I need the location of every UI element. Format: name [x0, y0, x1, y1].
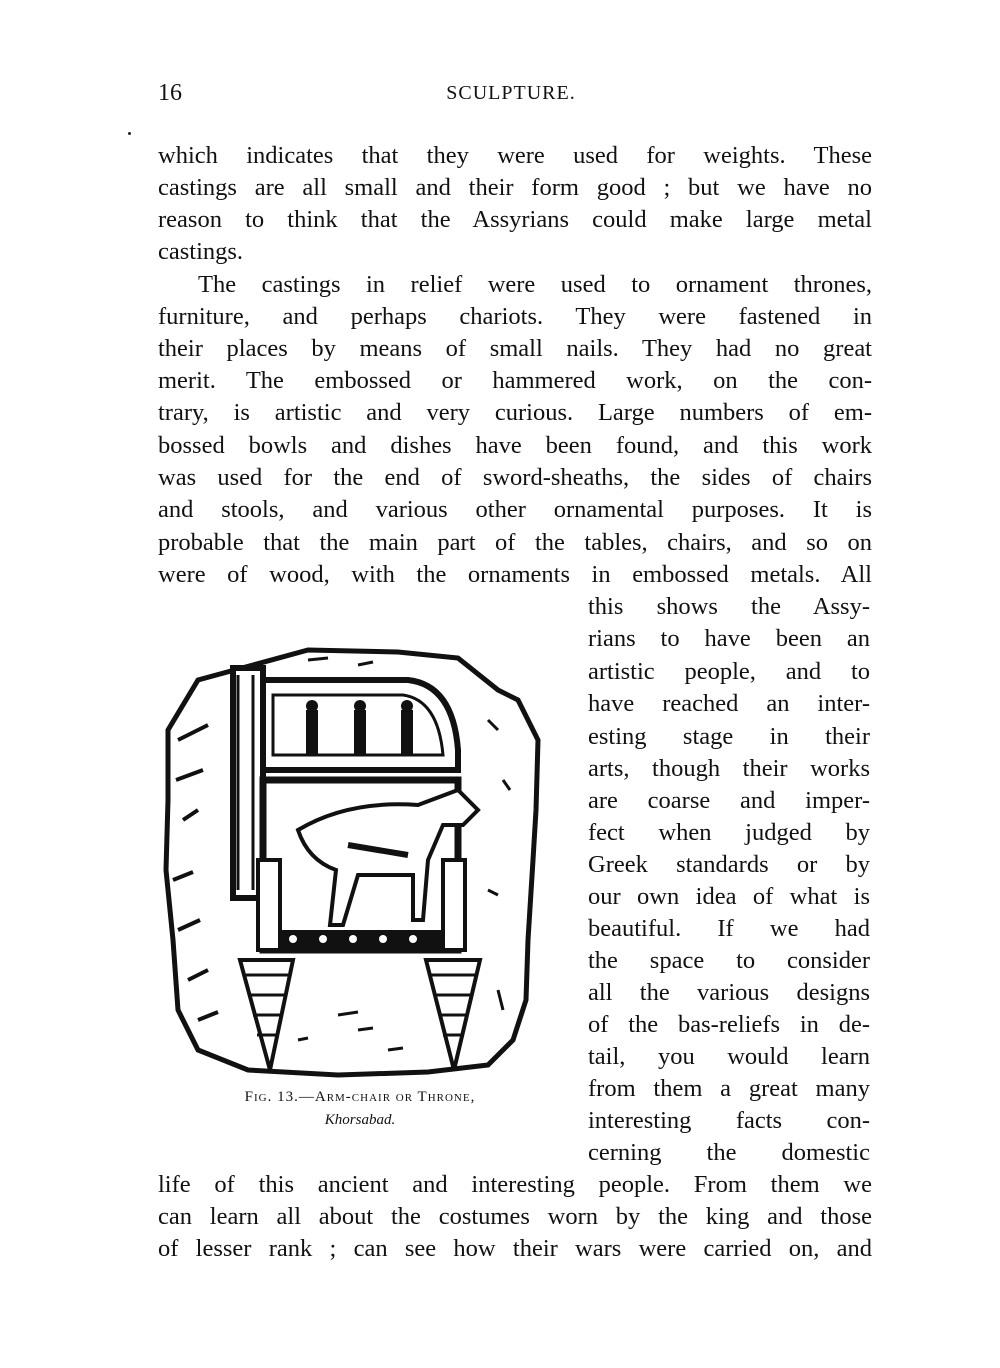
figure-label: Fig. 13.: [244, 1089, 299, 1105]
figure-title: —Arm-chair or Throne,: [298, 1089, 476, 1105]
text-line: artistic people, and to: [588, 658, 870, 685]
page-number: 16: [158, 80, 182, 106]
page-header: [150, 80, 872, 110]
text-line: bossed bowls and dishes have been found, and this work: [158, 432, 872, 459]
text-line: can learn all about the costumes worn by the king and those: [158, 1203, 872, 1230]
text-line: rians to have been an: [588, 625, 870, 652]
text-line: our own idea of what is: [588, 883, 870, 910]
text-line: reason to think that the Assyrians could make large metal: [158, 206, 872, 233]
text-line: was used for the end of sword-sheaths, the sides of chairs: [158, 464, 872, 491]
text-line: The castings in relief were used to ornament thrones,: [198, 271, 872, 298]
text-line: have reached an inter-: [588, 690, 870, 717]
text-line: life of this ancient and interesting people. From them we: [158, 1171, 872, 1198]
text-line: tail, you would learn: [588, 1043, 870, 1070]
text-line: all the various designs: [588, 979, 870, 1006]
text-line: cerning the domestic: [588, 1139, 870, 1166]
running-title: SCULPTURE.: [446, 82, 576, 104]
stray-mark: [128, 132, 131, 135]
text-line: furniture, and perhaps chariots. They were fastened in: [158, 303, 872, 330]
text-line: trary, is artistic and very curious. Large numbers of em-: [158, 399, 872, 426]
text-line: probable that the main part of the tables, chairs, and so on: [158, 529, 872, 556]
text-line: castings are all small and their form good ; but we have no: [158, 174, 872, 201]
text-line: merit. The embossed or hammered work, on the con-: [158, 367, 872, 394]
figure-place: Khorsabad.: [324, 1112, 396, 1128]
text-line: beautiful. If we had: [588, 915, 870, 942]
text-line: the space to consider: [588, 947, 870, 974]
text-line: interesting facts con-: [588, 1107, 870, 1134]
text-line: which indicates that they were used for weights. These: [158, 142, 872, 169]
text-line: this shows the Assy-: [588, 593, 870, 620]
text-line: of lesser rank ; can see how their wars were carried on, and: [158, 1235, 872, 1262]
figure-caption: [150, 1089, 570, 1106]
text-line: were of wood, with the ornaments in embossed metals. All: [158, 561, 872, 588]
text-line: castings.: [158, 238, 244, 265]
text-line: arts, though their works: [588, 755, 870, 782]
text-line: Greek standards or by: [588, 851, 870, 878]
text-line: are coarse and imper-: [588, 787, 870, 814]
text-line: esting stage in their: [588, 723, 870, 750]
text-line: from them a great many: [588, 1075, 870, 1102]
text-line: fect when judged by: [588, 819, 870, 846]
text-line: of the bas-reliefs in de-: [588, 1011, 870, 1038]
text-line: and stools, and various other ornamental purposes. It is: [158, 496, 872, 523]
throne-relief-illustration: [158, 640, 558, 1080]
text-line: their places by means of small nails. They had no great: [158, 335, 872, 362]
